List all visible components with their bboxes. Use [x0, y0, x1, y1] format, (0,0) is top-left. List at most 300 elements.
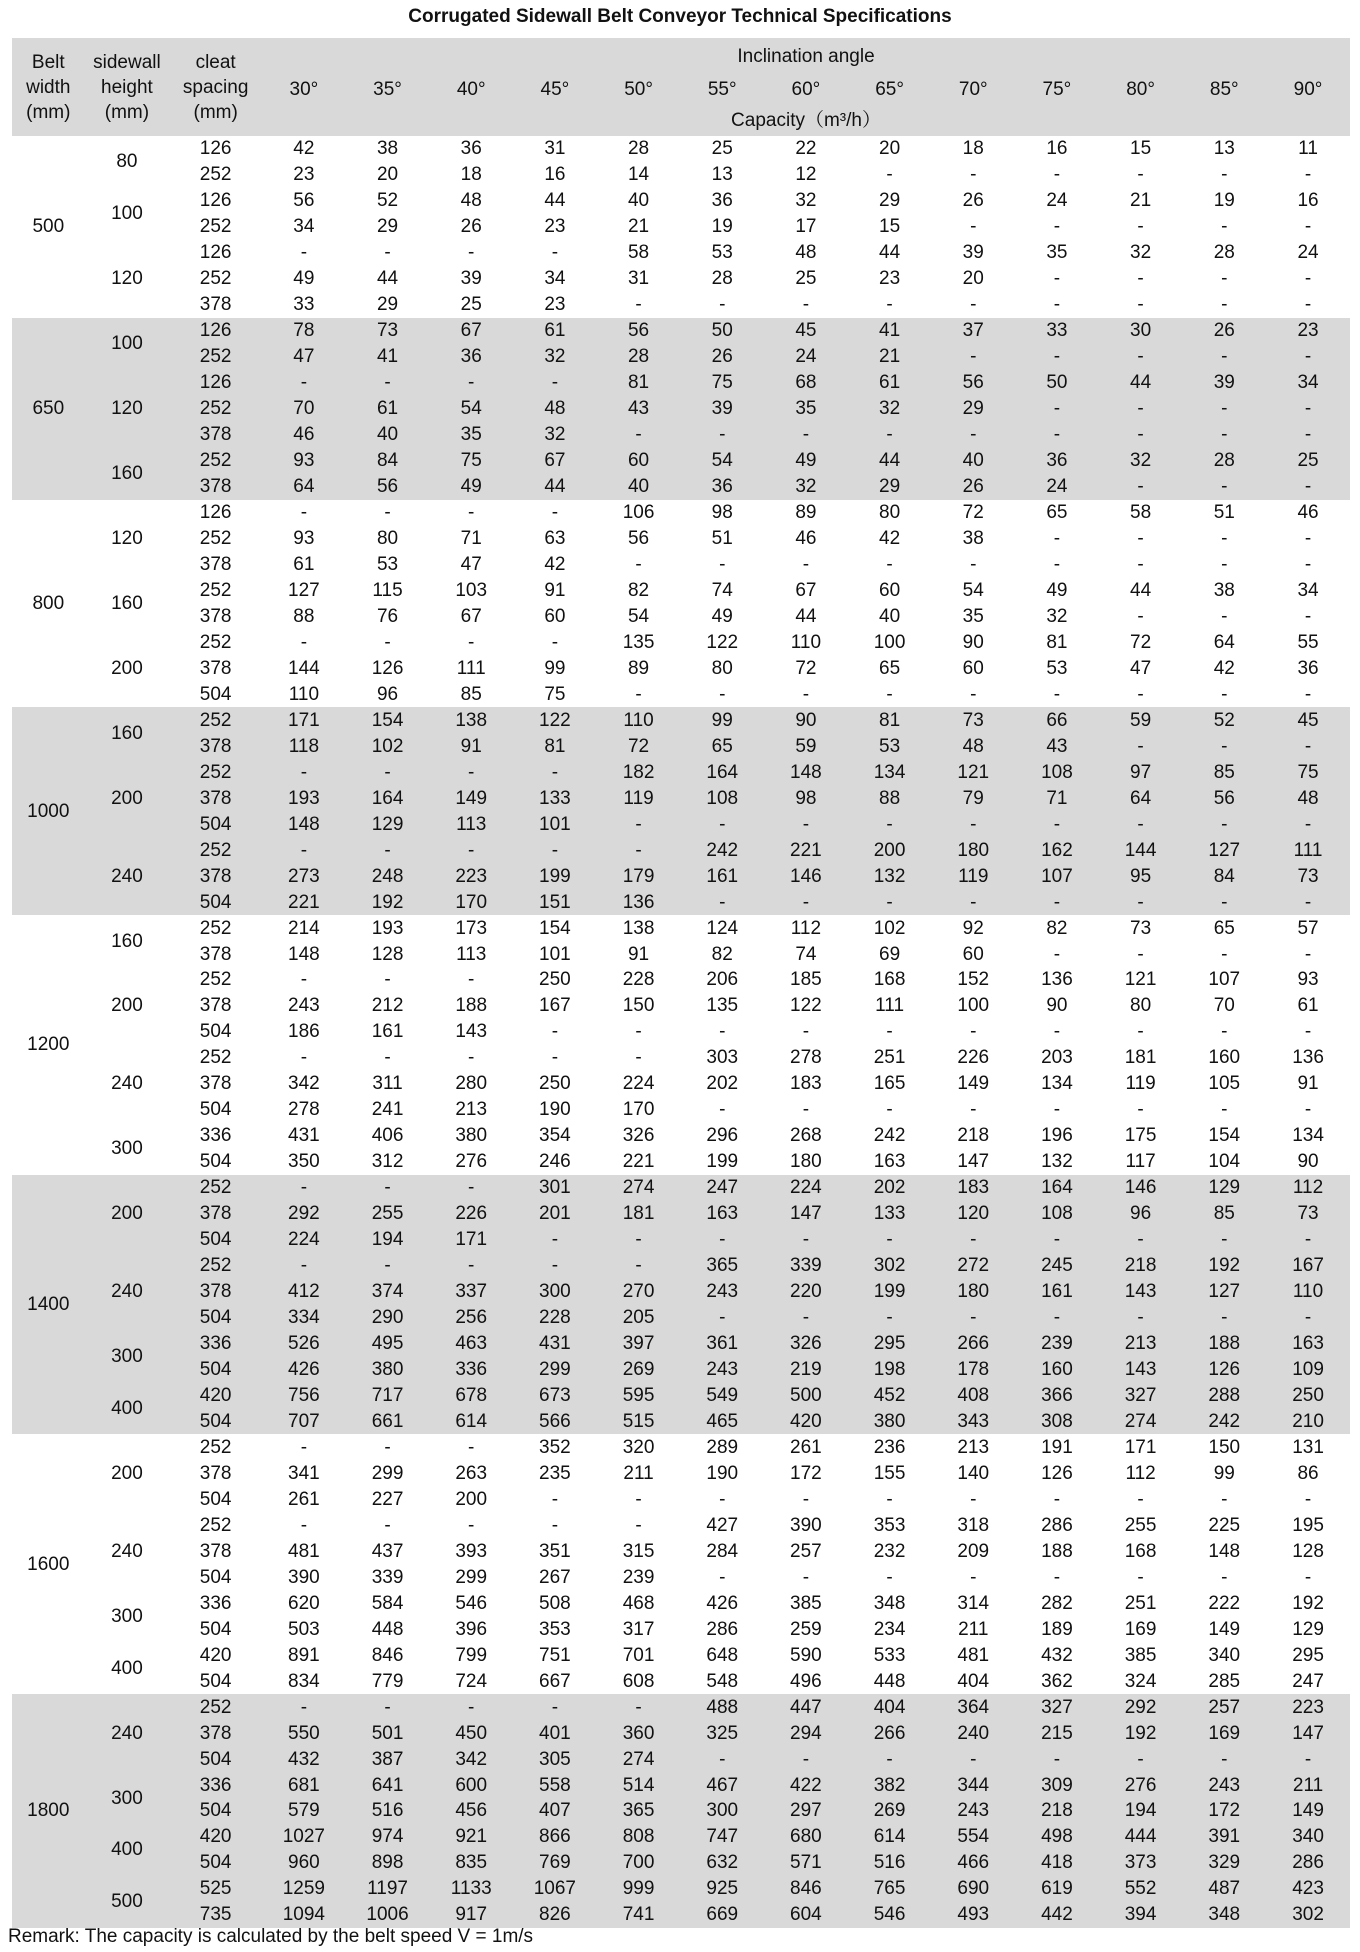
capacity-cell: 84	[1182, 863, 1266, 889]
capacity-cell: -	[1221, 528, 1228, 550]
capacity-cell: 205	[597, 1305, 681, 1331]
capacity-cell: -	[384, 502, 391, 524]
table-row	[12, 1824, 1350, 1850]
capacity-cell: 340	[1266, 1824, 1350, 1850]
capacity-cell: 154	[1208, 1125, 1241, 1147]
capacity-cell: -	[886, 294, 893, 316]
capacity-cell: 690	[931, 1876, 1015, 1902]
capacity-cell: -	[1304, 553, 1312, 575]
cleat-spacing-cell: 252	[199, 164, 232, 186]
capacity-cell: -	[1266, 811, 1350, 837]
capacity-cell: 124	[706, 917, 739, 939]
capacity-cell: 305	[513, 1746, 597, 1772]
capacity-cell: 315	[622, 1540, 655, 1562]
header-angle: 35°	[346, 74, 430, 104]
sidewall-height-cell: 300	[111, 1605, 143, 1627]
capacity-cell: -	[931, 811, 1015, 837]
capacity-cell: 127	[288, 579, 320, 601]
capacity-cell: 98	[711, 502, 733, 524]
capacity-cell: 93	[293, 528, 315, 550]
capacity-cell: 234	[873, 1618, 906, 1640]
capacity-cell: -	[1266, 422, 1350, 448]
capacity-cell: 437	[371, 1540, 404, 1562]
capacity-cell: -	[1266, 344, 1350, 370]
capacity-cell: 146	[764, 863, 848, 889]
capacity-cell: 96	[376, 683, 399, 705]
capacity-cell: 303	[706, 1047, 739, 1069]
capacity-cell: 60	[962, 943, 984, 965]
capacity-cell: -	[1266, 396, 1350, 422]
capacity-cell: 18	[962, 138, 984, 160]
capacity-cell: -	[384, 1047, 391, 1069]
capacity-cell: 135	[622, 631, 655, 653]
capacity-cell: 149	[429, 785, 513, 811]
belt-width-cell: 1400	[12, 1175, 85, 1435]
sidewall-height-cell: 400	[85, 1383, 170, 1435]
capacity-cell: -	[429, 759, 513, 785]
capacity-cell: 33	[293, 294, 315, 316]
capacity-cell: 242	[873, 1125, 906, 1147]
cleat-spacing-cell: 252	[199, 528, 232, 550]
capacity-cell: 32	[848, 396, 932, 422]
capacity-cell: 327	[1015, 1694, 1099, 1720]
capacity-cell: 172	[790, 1462, 822, 1484]
capacity-cell: 339	[371, 1566, 404, 1588]
capacity-cell: 161	[680, 863, 764, 889]
cleat-spacing-cell: 252	[199, 969, 232, 991]
capacity-cell: 61	[1297, 995, 1319, 1017]
capacity-cell: 218	[957, 1125, 990, 1147]
sidewall-height-cell: 200	[111, 1462, 143, 1484]
capacity-cell: -	[384, 242, 391, 264]
capacity-cell: 165	[873, 1073, 906, 1095]
capacity-cell: -	[1221, 216, 1228, 238]
capacity-cell: 54	[962, 579, 984, 601]
capacity-cell: 63	[544, 528, 566, 550]
capacity-cell: 36	[1297, 657, 1319, 679]
capacity-cell: -	[429, 837, 513, 863]
capacity-cell: 49	[429, 474, 513, 500]
capacity-cell: -	[1137, 294, 1144, 316]
capacity-cell: 65	[1046, 502, 1068, 524]
cleat-spacing-cell: 252	[199, 268, 232, 290]
capacity-cell: 75	[680, 370, 764, 396]
capacity-cell: 224	[764, 1175, 848, 1201]
capacity-cell: -	[1137, 1021, 1144, 1043]
table-row	[12, 577, 1350, 603]
capacity-cell: -	[468, 969, 475, 991]
capacity-cell: 65	[879, 657, 901, 679]
capacity-cell: 16	[1046, 138, 1068, 160]
capacity-cell: 38	[962, 528, 984, 550]
capacity-cell: 407	[513, 1798, 597, 1824]
sidewall-height-cell: 120	[111, 268, 143, 290]
capacity-cell: 448	[371, 1618, 404, 1640]
capacity-cell: 295	[1292, 1644, 1324, 1666]
capacity-cell: 496	[790, 1670, 822, 1692]
cleat-spacing-cell: 504	[169, 1357, 262, 1383]
capacity-cell: 28	[627, 138, 650, 160]
capacity-cell: -	[1182, 1746, 1266, 1772]
capacity-cell: 248	[346, 863, 430, 889]
capacity-cell: 52	[1182, 707, 1266, 733]
cleat-spacing-cell: 378	[199, 553, 232, 575]
table-row	[12, 396, 1350, 422]
capacity-cell: 1006	[346, 1902, 430, 1928]
cleat-spacing-cell: 252	[169, 1253, 262, 1279]
capacity-cell: 463	[429, 1331, 513, 1357]
capacity-cell: 317	[622, 1618, 655, 1640]
capacity-cell: -	[513, 1227, 597, 1253]
table-row	[12, 552, 1350, 578]
capacity-cell: 163	[1266, 1331, 1350, 1357]
capacity-cell: 172	[1182, 1798, 1266, 1824]
capacity-cell: 404	[957, 1670, 990, 1692]
capacity-cell: 222	[1208, 1592, 1241, 1614]
capacity-cell: 108	[1015, 759, 1099, 785]
capacity-cell: 548	[706, 1670, 739, 1692]
capacity-cell: 171	[1124, 1436, 1157, 1458]
sidewall-height-cell: 160	[111, 592, 143, 614]
capacity-cell: 126	[1182, 1357, 1266, 1383]
capacity-cell: 160	[1015, 1357, 1099, 1383]
capacity-cell: -	[346, 1253, 430, 1279]
capacity-cell: 241	[371, 1099, 404, 1121]
capacity-cell: 111	[1266, 837, 1350, 863]
capacity-cell: 401	[513, 1720, 597, 1746]
capacity-cell: 28	[597, 344, 681, 370]
capacity-cell: 312	[371, 1151, 404, 1173]
capacity-cell: 921	[429, 1824, 513, 1850]
capacity-cell: 26	[680, 344, 764, 370]
capacity-cell: 143	[1099, 1279, 1183, 1305]
capacity-cell: 119	[1125, 1073, 1156, 1095]
capacity-cell: 203	[1041, 1047, 1073, 1069]
capacity-cell: -	[1015, 1227, 1099, 1253]
capacity-cell: 85	[1182, 1201, 1266, 1227]
cleat-spacing-cell: 504	[169, 811, 262, 837]
capacity-cell: 826	[513, 1902, 597, 1928]
capacity-cell: -	[1137, 216, 1144, 238]
capacity-cell: 23	[1266, 318, 1350, 344]
capacity-cell: 67	[460, 605, 482, 627]
table-row	[12, 370, 1350, 396]
capacity-cell: 82	[711, 943, 733, 965]
capacity-cell: 192	[346, 889, 430, 915]
capacity-cell: 481	[288, 1540, 320, 1562]
capacity-cell: 493	[931, 1902, 1015, 1928]
capacity-cell: 129	[1292, 1618, 1324, 1640]
capacity-cell: 741	[597, 1902, 681, 1928]
capacity-cell: 35	[962, 605, 984, 627]
capacity-cell: 422	[764, 1772, 848, 1798]
capacity-cell: -	[551, 242, 559, 264]
header-angle: 90°	[1266, 74, 1350, 104]
capacity-cell: 751	[539, 1644, 571, 1666]
capacity-cell: -	[1053, 1488, 1061, 1510]
capacity-cell: 397	[597, 1331, 681, 1357]
capacity-cell: 78	[262, 318, 346, 344]
capacity-cell: 164	[346, 785, 430, 811]
capacity-cell: 1027	[262, 1824, 346, 1850]
capacity-cell: -	[300, 1436, 308, 1458]
capacity-cell: 118	[262, 733, 346, 759]
capacity-cell: -	[635, 553, 642, 575]
capacity-cell: 36	[1015, 448, 1099, 474]
capacity-cell: 779	[371, 1670, 404, 1692]
capacity-cell: 89	[795, 502, 817, 524]
cleat-spacing-cell: 378	[169, 1720, 262, 1746]
capacity-cell: 452	[848, 1383, 932, 1409]
capacity-cell: 324	[1124, 1670, 1157, 1692]
capacity-cell: 318	[957, 1514, 990, 1536]
capacity-cell: 765	[848, 1876, 932, 1902]
capacity-cell: -	[848, 889, 932, 915]
capacity-cell: 552	[1099, 1876, 1183, 1902]
capacity-cell: 221	[622, 1151, 655, 1173]
cleat-spacing-cell: 378	[199, 1540, 232, 1562]
capacity-cell: 16	[544, 164, 566, 186]
capacity-cell: 278	[790, 1047, 822, 1069]
capacity-cell: -	[551, 1047, 559, 1069]
capacity-cell: 250	[539, 969, 571, 991]
capacity-cell: 235	[539, 1462, 571, 1484]
capacity-cell: -	[970, 164, 977, 186]
capacity-cell: 147	[957, 1151, 990, 1173]
capacity-cell: -	[1137, 268, 1144, 290]
table-row	[12, 526, 1350, 552]
capacity-cell: 408	[931, 1383, 1015, 1409]
capacity-cell: 161	[371, 1021, 404, 1043]
capacity-cell: 600	[429, 1772, 513, 1798]
capacity-cell: 481	[957, 1644, 990, 1666]
cleat-spacing-cell: 336	[169, 1772, 262, 1798]
capacity-cell: 420	[764, 1408, 848, 1434]
capacity-cell: 96	[1099, 1201, 1183, 1227]
capacity-cell: 227	[371, 1488, 404, 1510]
header-angle: 30°	[262, 74, 346, 104]
capacity-cell: 501	[346, 1720, 430, 1746]
capacity-cell: -	[635, 1514, 642, 1536]
table-row	[12, 681, 1350, 707]
capacity-cell: -	[680, 889, 764, 915]
capacity-cell: 36	[711, 190, 733, 212]
capacity-cell: 163	[873, 1151, 906, 1173]
cleat-spacing-cell: 378	[169, 1201, 262, 1227]
capacity-cell: 223	[429, 863, 513, 889]
capacity-cell: 173	[455, 917, 488, 939]
capacity-cell: -	[1137, 1488, 1144, 1510]
capacity-cell: 48	[795, 242, 817, 264]
capacity-cell: 90	[1297, 1151, 1319, 1173]
capacity-cell: 503	[288, 1618, 320, 1640]
capacity-cell: 431	[513, 1331, 597, 1357]
belt-width-cell: 1800	[12, 1694, 85, 1928]
capacity-cell: 393	[455, 1540, 488, 1562]
cleat-spacing-cell: 126	[169, 370, 262, 396]
capacity-cell: 41	[848, 318, 932, 344]
capacity-cell: -	[1053, 1566, 1061, 1588]
capacity-cell: 25	[795, 268, 817, 290]
capacity-cell: -	[1266, 474, 1350, 500]
capacity-cell: 554	[931, 1824, 1015, 1850]
table-row	[12, 1123, 1350, 1149]
capacity-cell: -	[1137, 1099, 1144, 1121]
capacity-cell: -	[1266, 733, 1350, 759]
capacity-cell: 23	[544, 216, 566, 238]
capacity-cell: 110	[790, 631, 822, 653]
capacity-cell: 73	[931, 707, 1015, 733]
capacity-cell: -	[1304, 528, 1312, 550]
capacity-cell: 75	[1266, 759, 1350, 785]
capacity-cell: 632	[680, 1850, 764, 1876]
capacity-cell: -	[384, 631, 391, 653]
table-title: Corrugated Sidewall Belt Conveyor Technical Specifications	[408, 6, 952, 27]
table-header	[12, 38, 1350, 136]
capacity-cell: 109	[1266, 1357, 1350, 1383]
capacity-cell: 336	[429, 1357, 513, 1383]
capacity-cell: 614	[848, 1824, 932, 1850]
capacity-cell: 112	[1266, 1175, 1350, 1201]
capacity-cell: -	[1221, 1488, 1228, 1510]
capacity-cell: 584	[371, 1592, 404, 1614]
capacity-cell: 107	[1015, 863, 1099, 889]
cleat-spacing-cell: 735	[169, 1902, 262, 1928]
capacity-cell: 108	[1015, 1201, 1099, 1227]
capacity-cell: 136	[1292, 1047, 1324, 1069]
capacity-cell: 40	[346, 422, 430, 448]
capacity-cell: 274	[597, 1175, 681, 1201]
capacity-cell: 213	[455, 1099, 488, 1121]
capacity-cell: 138	[429, 707, 513, 733]
capacity-cell: -	[1182, 733, 1266, 759]
capacity-cell: 342	[429, 1746, 513, 1772]
capacity-cell: 15	[1130, 138, 1152, 160]
capacity-cell: 20	[376, 164, 399, 186]
capacity-cell: -	[551, 502, 559, 524]
capacity-cell: 104	[1208, 1151, 1241, 1173]
capacity-cell: 286	[1041, 1514, 1073, 1536]
table-row	[12, 1434, 1350, 1460]
capacity-cell: 46	[1297, 502, 1319, 524]
sidewall-height-cell: 240	[85, 1694, 170, 1772]
capacity-cell: 432	[1041, 1644, 1073, 1666]
capacity-cell: 337	[429, 1279, 513, 1305]
capacity-cell: 243	[1182, 1772, 1266, 1798]
capacity-cell: -	[1015, 396, 1099, 422]
capacity-cell: 261	[790, 1436, 822, 1458]
capacity-cell: 1197	[346, 1876, 430, 1902]
capacity-cell: 247	[680, 1175, 764, 1201]
capacity-cell: 144	[288, 657, 320, 679]
capacity-cell: 26	[460, 216, 482, 238]
capacity-cell: 19	[711, 216, 733, 238]
capacity-cell: 128	[371, 943, 404, 965]
cleat-spacing-cell: 252	[169, 344, 262, 370]
capacity-cell: 119	[597, 785, 681, 811]
capacity-cell: 211	[958, 1618, 989, 1640]
capacity-cell: 181	[597, 1201, 681, 1227]
capacity-cell: 221	[262, 889, 346, 915]
cleat-spacing-cell: 252	[199, 1514, 232, 1536]
capacity-cell: 44	[376, 268, 399, 290]
capacity-cell: 56	[627, 528, 650, 550]
capacity-cell: 224	[262, 1227, 346, 1253]
capacity-cell: 36	[680, 474, 764, 500]
capacity-cell: 136	[597, 889, 681, 915]
capacity-cell: -	[1099, 344, 1183, 370]
capacity-cell: -	[1221, 605, 1228, 627]
cleat-spacing-cell: 252	[199, 1047, 232, 1069]
capacity-cell: -	[597, 422, 681, 448]
capacity-cell: 678	[429, 1383, 513, 1409]
capacity-cell: -	[1099, 1305, 1183, 1331]
table-row	[12, 1149, 1350, 1175]
capacity-cell: -	[802, 1021, 810, 1043]
capacity-cell: 42	[879, 528, 901, 550]
capacity-cell: 301	[513, 1175, 597, 1201]
table-row	[12, 889, 1350, 915]
capacity-cell: 136	[1041, 969, 1073, 991]
capacity-cell: -	[719, 683, 726, 705]
capacity-cell: -	[1015, 1305, 1099, 1331]
capacity-cell: 334	[262, 1305, 346, 1331]
belt-width-cell: 800	[32, 592, 65, 614]
header-angle: 65°	[848, 74, 932, 104]
cleat-spacing-cell: 504	[169, 1798, 262, 1824]
capacity-cell: 67	[795, 579, 817, 601]
capacity-cell: 214	[288, 917, 320, 939]
capacity-cell: 866	[513, 1824, 597, 1850]
capacity-cell: 79	[931, 785, 1015, 811]
capacity-cell: -	[262, 370, 346, 396]
capacity-cell: 21	[848, 344, 932, 370]
capacity-cell: 286	[706, 1618, 739, 1640]
sidewall-height-cell: 200	[85, 1175, 170, 1253]
capacity-cell: 192	[1292, 1592, 1324, 1614]
capacity-cell: -	[1221, 268, 1228, 290]
cleat-spacing-cell: 126	[199, 242, 232, 264]
capacity-cell: -	[848, 422, 932, 448]
capacity-cell: -	[931, 1227, 1015, 1253]
table-row	[12, 1331, 1350, 1357]
capacity-cell: 140	[957, 1462, 990, 1484]
capacity-cell: 152	[957, 969, 990, 991]
capacity-cell: 42	[293, 138, 315, 160]
capacity-cell: 167	[1266, 1253, 1350, 1279]
capacity-cell: 39	[680, 396, 764, 422]
capacity-cell: 138	[622, 917, 655, 939]
capacity-cell: 268	[790, 1125, 822, 1147]
capacity-cell: 64	[262, 474, 346, 500]
table-row	[12, 837, 1350, 863]
capacity-cell: -	[1221, 943, 1228, 965]
capacity-cell: 185	[790, 969, 822, 991]
capacity-cell: 198	[848, 1357, 932, 1383]
cleat-spacing-cell: 378	[199, 1462, 232, 1484]
capacity-cell: 135	[706, 995, 739, 1017]
capacity-cell: 799	[455, 1644, 488, 1666]
capacity-cell: 48	[931, 733, 1015, 759]
capacity-cell: 53	[376, 553, 399, 575]
capacity-cell: 110	[597, 707, 681, 733]
capacity-cell: 60	[544, 605, 566, 627]
capacity-cell: -	[1221, 683, 1228, 705]
table-row	[12, 1720, 1350, 1746]
capacity-cell: -	[262, 1253, 346, 1279]
capacity-cell: 365	[680, 1253, 764, 1279]
capacity-cell: 516	[848, 1850, 932, 1876]
